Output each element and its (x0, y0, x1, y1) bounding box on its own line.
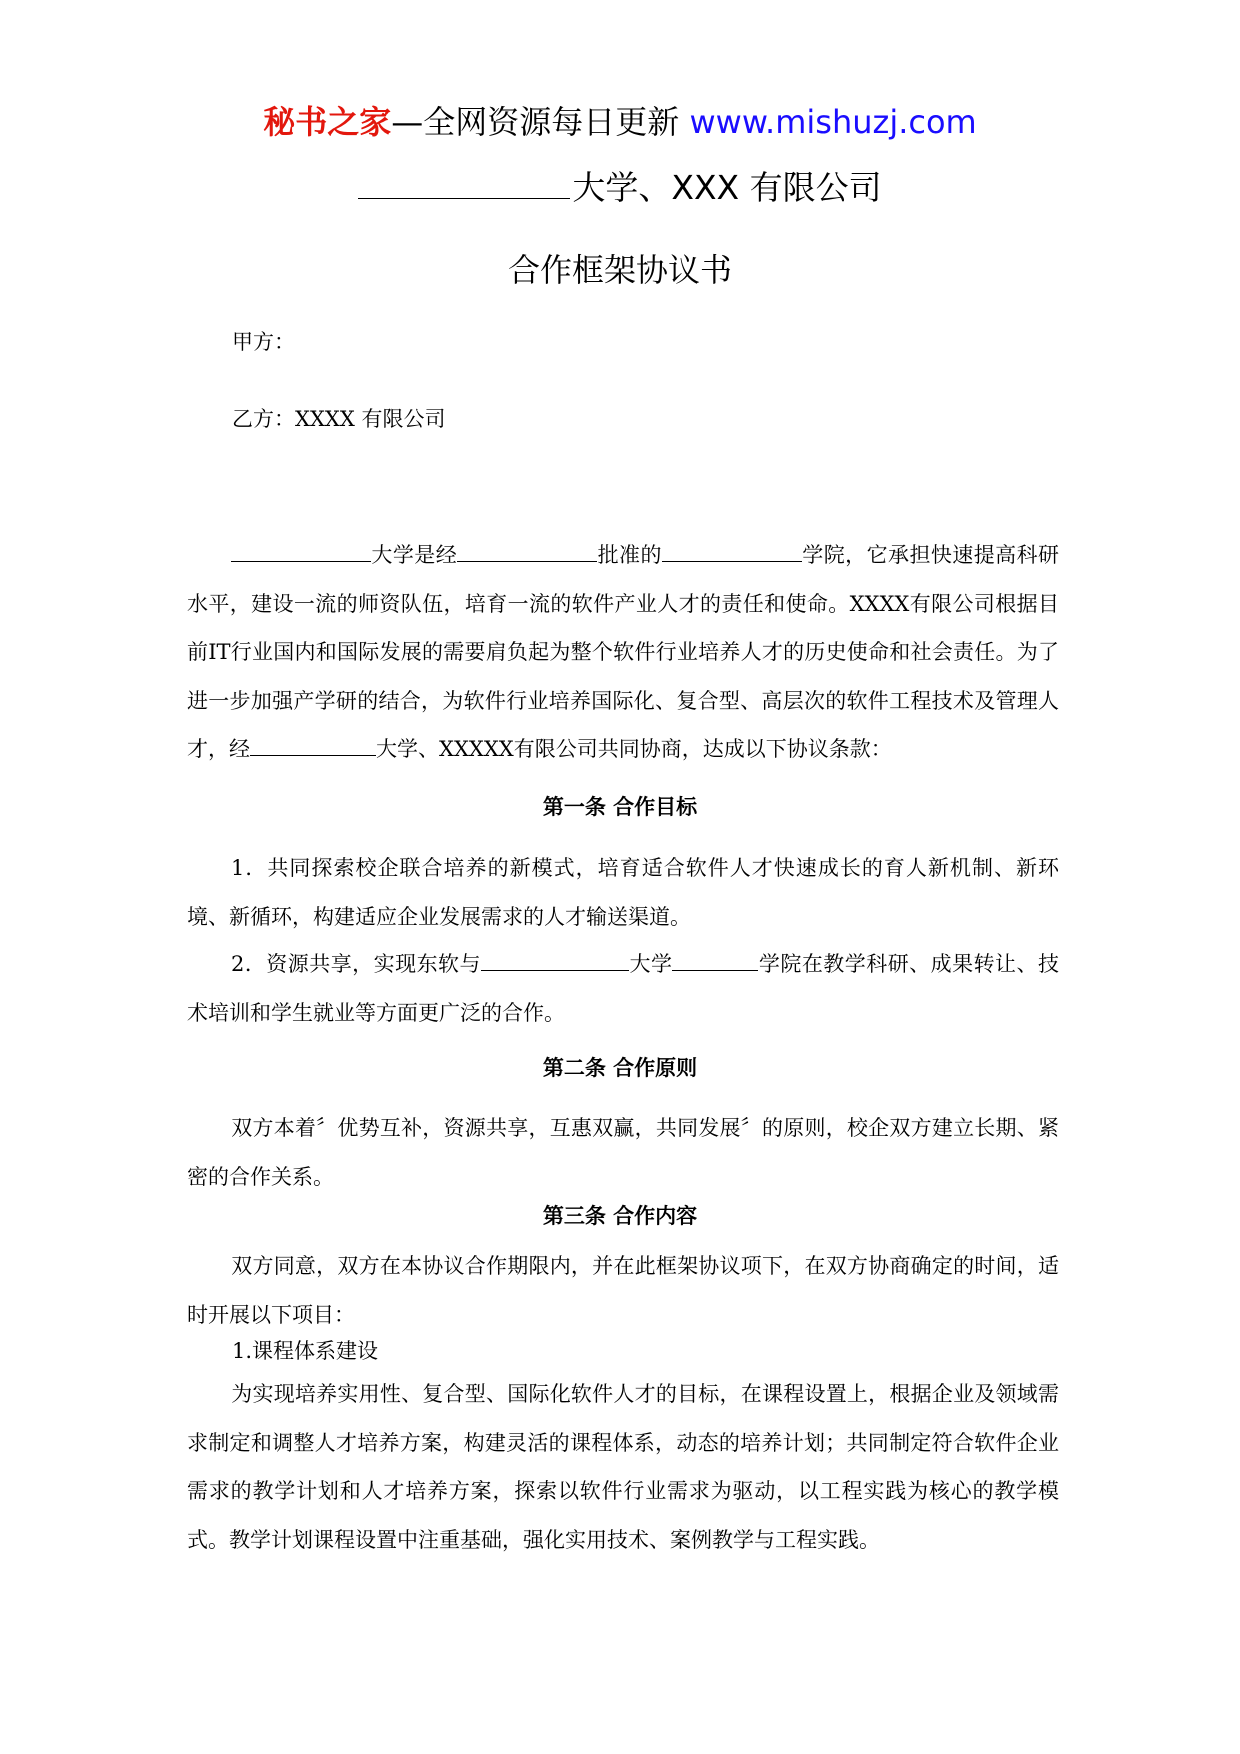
document-title-line1 (0, 166, 1240, 210)
blank-university (231, 539, 371, 562)
article1-item2 (187, 940, 1059, 1037)
article2-heading: 第二条 合作原则 (542, 1056, 698, 1080)
title-line1-text: 大学、XXX 有限公司 (572, 168, 882, 207)
banner-tagline: —全网资源每日更新 (391, 103, 690, 141)
site-banner (0, 100, 1240, 144)
article3-text (187, 1242, 1059, 1339)
article1-item2-seg1: 2．资源共享，实现东软与 (231, 952, 481, 976)
article3-item1-text (187, 1370, 1059, 1564)
university-name-blank (358, 168, 570, 199)
party-a-label: 甲方： (232, 330, 295, 354)
article1-item2-seg3: 学院在教学科研、成果转让、技术培训和学生就业等方面更广泛的合作。 (187, 952, 1059, 1025)
article2-text (187, 1104, 1059, 1201)
article2-text-content: 双方本着〞优势互补，资源共享，互惠双赢，共同发展〞的原则，校企双方建立长期、紧密的合作关系。 (187, 1116, 1059, 1189)
intro-paragraph (187, 531, 1059, 774)
blank-college (662, 539, 802, 562)
blank-university-3 (481, 948, 629, 971)
blank-university-2 (250, 733, 376, 756)
article1-item1 (187, 844, 1059, 941)
brand-name: 秘书之家 (263, 103, 392, 141)
intro-seg4: 大学、XXXXX有限公司共同协商，达成以下协议条款： (376, 737, 892, 761)
article3-item1-content: 为实现培养实用性、复合型、国际化软件人才的目标，在课程设置上，根据企业及领域需求制定和调整人才培养方案，构建灵活的课程体系，动态的培养计划；共同制定符合软件企业需求的教学计划和人才培养方案，探索以软件行业需求为驱动，以工程实践为核心的教学模式。教学计划课程设置中注重基础，强化实用技术、案例教学与工程实践。 (187, 1382, 1059, 1552)
party-b-label: 乙方：XXXX 有限公司 (232, 407, 446, 431)
article3-item1-title: 1.课程体系建设 (232, 1339, 379, 1363)
intro-seg2: 批准的 (597, 543, 662, 567)
article1-heading: 第一条 合作目标 (542, 795, 698, 819)
blank-approver (457, 539, 597, 562)
article3-heading: 第三条 合作内容 (542, 1204, 698, 1228)
site-url-link[interactable]: www.mishuzj.com (689, 103, 977, 141)
article1-item2-seg2: 大学 (629, 952, 673, 976)
article1-item1-text: 1．共同探索校企联合培养的新模式，培育适合软件人才快速成长的育人新机制、新环境、新循环，构建适应企业发展需求的人才输送渠道。 (187, 856, 1059, 929)
document-title-line2: 合作框架协议书 (507, 251, 732, 289)
intro-seg3: 学院，它承担快速提高科研水平，建设一流的师资队伍，培育一流的软件产业人才的责任和使命。XXXX有限公司根据目前IT行业国内和国际发展的需要肩负起为整个软件行业培养人才的历史使命和社会责任。为了进一步加强产学研的结合，为软件行业培养国际化、复合型、高层次的软件工程技术及管理人才，经 (187, 543, 1060, 761)
intro-seg1: 大学是经 (371, 543, 458, 567)
blank-college-2 (672, 948, 758, 971)
article3-text-content: 双方同意，双方在本协议合作期限内，并在此框架协议项下，在双方协商确定的时间，适时开展以下项目： (187, 1254, 1059, 1327)
